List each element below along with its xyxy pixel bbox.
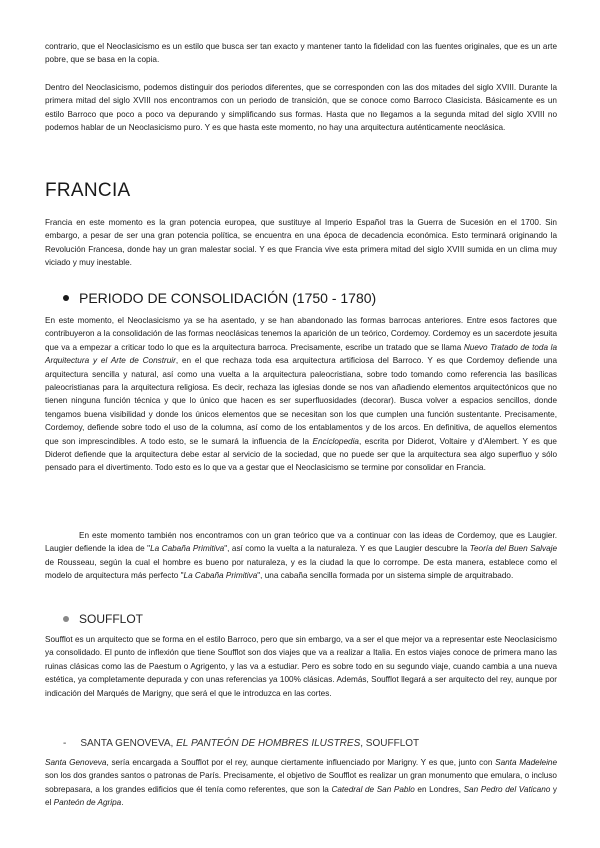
text-run: ", así como la vuelta a la naturaleza. Y es que Laugier descubre la: [224, 544, 470, 554]
italic-title: Santa Genoveva: [45, 758, 107, 767]
text-run: , escrita por Diderot, Voltaire y d'Alembert. Y es que Diderot defiende que la arquitectura debe estar al servicio de la sociedad, que no puede ser que la arquitectura sea algo superfluo y sólo pensado para el divertimento. Todo esto es lo que va a gestar que el Neoclasicismo se termine por consolidar en Francia.: [45, 436, 557, 473]
italic-title: Nuevo Tratado de toda la Arquitectura y el Arte de Construir: [45, 342, 557, 366]
bullet-icon: [63, 295, 69, 301]
paragraph-cordemoy: [45, 314, 557, 475]
text-run: y el: [45, 784, 558, 808]
italic-title: Santa Madeleine: [495, 758, 558, 767]
text-run: .: [121, 798, 124, 808]
text-run: , SOUFFLOT: [360, 738, 420, 749]
italic-title: EL PANTEÓN DE HOMBRES ILUSTRES: [176, 738, 361, 749]
text-run: en Londres,: [414, 784, 464, 794]
heading-santa-genoveva-text: [80, 738, 419, 749]
heading-soufflot-text: SOUFFLOT: [79, 612, 144, 626]
italic-title: Catedral de San Pablo: [331, 784, 415, 794]
italic-title: San Pedro del Vaticano: [463, 784, 551, 794]
heading-francia: FRANCIA: [45, 180, 131, 201]
paragraph-neoclasicismo-periodos: Dentro del Neoclasicismo, podemos distinguir dos periodos diferentes, que se corresponden con las dos mitades del siglo XVIII. Durante la primera mitad del siglo XVIII nos encontramos con un periodo de transición, que se conoce como Barroco Clasicista. Básicamente es un estilo Barroco que poco a poco va depurando y simplificando sus formas. Hasta que no llegamos a la segunda mitad del siglo XVIII no podemos hablar de un Neoclasicismo puro. Y es que hasta este momento, no hay una arquitectura auténticamente neoclásica.: [45, 83, 557, 133]
heading-periodo-consolidacion: [63, 290, 376, 306]
italic-title: Panteón de Agripa: [53, 798, 122, 808]
text-run: SANTA GENOVEVA,: [80, 738, 177, 749]
paragraph-intro-end: contrario, que el Neoclasicismo es un estilo que busca ser tan exacto y mantener tanto la fidelidad con las fuentes originales, que es un arte pobre, que se basa en la copia.: [45, 42, 557, 65]
text-run: En este momento, el Neoclasicismo ya se ha asentado, y se han abandonado las formas barrocas anteriores. Entre esos factores que contribuyeron a la consolidación de las formas neoclásicas tenemos la aparición de un teórico, Cordemoy. Cordemoy es un sacerdote jesuita que va a empezar a criticar todo lo que es la arquitectura barroca. Precisamente, escribe un tratado que se llama: [45, 316, 557, 352]
italic-title: La Cabaña Primitiva: [183, 571, 258, 581]
dash-marker: -: [63, 738, 67, 749]
text-run: , en el que rechaza toda esa arquitectura artificiosa del Barroco. Y es que Cordemoy defiende una arquitectura sencilla y natural, así como una vuelta a la arquitectura paleocristiana, sobre todo tomando como referencia las basílicas paleocristianas para la arquitectura religiosa. Es decir, rechaza las iglesias donde se nos van añadiendo elementos arquitectónicos que no tienen ninguna función técnica y que lo único que hacen es ser superfluosidades (decorar). Busca volver a espacios sencillos, donde tengamos buena visibilidad y donde los únicos elementos que se necesitan son los que cumplen una función sustentante. Precisamente, Cordemoy, defiende sobre todo el uso de la columna, así como de los entablamentos y de los arcos. En definitiva, de aquellos elementos que son imprescindibles. A todo esto, se le sumará la influencia de la: [45, 356, 557, 446]
bullet-icon: [63, 616, 69, 622]
text-run: En este momento también nos encontramos con un gran teórico que va a continuar con las ideas de Cordemoy, que es Laugier. Laugier defiende la idea de ": [45, 531, 557, 554]
paragraph-soufflot: Soufflot es un arquitecto que se forma en el estilo Barroco, pero que sin embargo, va a ser el que mejor va a representar este Neoclasicismo ya consolidado. El punto de inflexión que tiene Soufflot son dos viajes que va a realizar a Italia. En estos viajes conoce de primera mano las ruinas clásicas como las de Paestum o Agrigento, y las va a estudiar. Pero es sobre todo en su segundo viaje, cuando cambia a una nueva estética, ya completamente depurada y con unas referencias ya 100% clásicas. Además, Soufflot llegará a ser arquitecto del rey, aunque por indicación del Marqués de Marigny, que será el que le introduzca en las cortes.: [45, 635, 557, 698]
heading-soufflot: [63, 612, 143, 626]
text-run: son los dos grandes santos o patronas de París. Precisamente, el objetivo de Soufflot es realizar un gran monumento que emulara, o incluso sobrepasara, a los grandes edificios que él tenía como referentes, que son la: [45, 771, 557, 794]
text-run: , sería encargada a Soufflot por el rey, aunque ciertamente influenciado por Marigny. Y es que, junto con: [106, 758, 496, 767]
italic-title: Enciclopedia: [312, 436, 359, 446]
paragraph-francia: Francia en este momento es la gran potencia europea, que sustituye al Imperio Español tras la Guerra de Sucesión en el 1700. Sin embargo, a pesar de ser una gran potencia política, se encuentra en una época de decadencia económica. Esto terminará originando la Revolución Francesa, donde hay un gran malestar social. Y es que Francia vive esta primera mitad del siglo XVIII sumida en un clima muy viciado y muy inestable.: [45, 218, 557, 268]
italic-title: Teoría del Buen Salvaje: [469, 544, 558, 554]
italic-title: La Cabaña Primitiva: [150, 544, 225, 554]
paragraph-santa-genoveva: [45, 756, 557, 810]
text-run: ", una cabaña sencilla formada por un sistema simple de arquitrabado.: [257, 571, 514, 581]
heading-santa-genoveva: [63, 738, 419, 749]
paragraph-laugier: [45, 529, 557, 583]
heading-periodo-consolidacion-text: PERIODO DE CONSOLIDACIÓN (1750 - 1780): [79, 290, 377, 306]
text-run: de Rousseau, según la cual el hombre es bueno por naturaleza, y es la ciudad la que lo corrompe. De esta manera, establece como el modelo de arquitectura más perfecto ": [45, 557, 557, 581]
